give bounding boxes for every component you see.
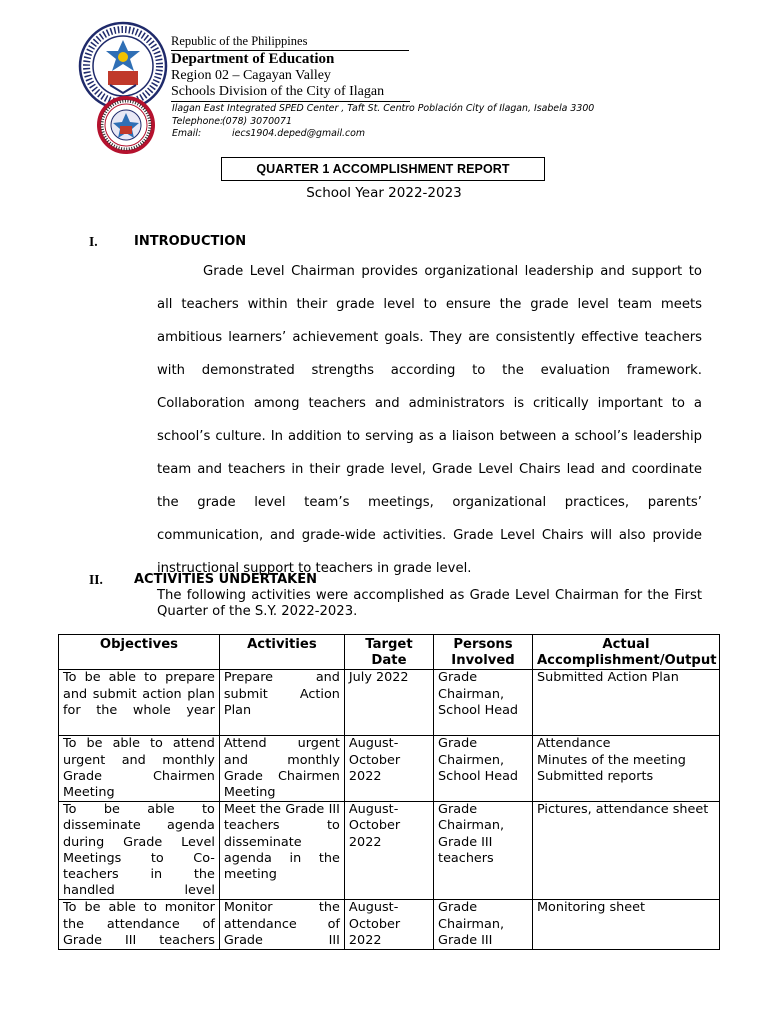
activities-table: [58, 634, 720, 950]
cell-target-date: August-October 2022: [344, 736, 433, 802]
activities-paragraph: The following activities were accomplished as Grade Level Chairman for the First Quarter of the S.Y. 2022-2023.: [157, 588, 702, 619]
output-line: Submitted reports: [536, 768, 654, 784]
header-target-date: Target Date: [344, 635, 433, 670]
table-row: [59, 900, 720, 950]
cell-activity: Attend urgent and monthly Grade Chairmen Meeting: [219, 736, 344, 802]
cell-objective: To be able to disseminate agenda during Grade Level Meetings to Co-teachers in the handled level: [59, 802, 220, 900]
telephone-value: (078) 3070071: [222, 116, 292, 127]
header-actual-output: Actual Accomplishment/Output: [532, 635, 719, 670]
republic-line: Republic of the Philippines: [171, 34, 308, 48]
email-label: Email:: [172, 128, 202, 139]
introduction-paragraph: Grade Level Chairman provides organizational leadership and support to all teachers within their grade level to ensure the grade level team meets ambitious learners’ achievement goals. They are consistently effective teachers with demonstrated strengths according to the evaluation framework. Collaboration among teachers and administrators is critically important to a school’s culture. In addition to serving as a liaison between a school’s leadership team and teachers in their grade level, Grade Level Chairs lead and coordinate the grade level team’s meetings, organizational practices, parents’ communication, and grade-wide activities. Grade Level Chairs will also provide instructional support to teachers in grade level.: [157, 264, 702, 576]
output-line: Minutes of the meeting: [536, 752, 686, 768]
table-row: [59, 802, 720, 900]
header-persons-involved: Persons Involved: [434, 635, 533, 670]
region-name: Region 02 – Cagayan Valley: [171, 68, 331, 83]
cell-persons: Grade Chairmen, School Head: [434, 736, 533, 802]
header-objectives: Objectives: [59, 635, 220, 670]
school-year: School Year 2022-2023: [306, 185, 462, 201]
report-title-box: [221, 157, 545, 181]
section-2-title: ACTIVITIES UNDERTAKEN: [134, 572, 317, 587]
output-line: Attendance: [536, 736, 611, 752]
report-title: QUARTER 1 ACCOMPLISHMENT REPORT: [256, 162, 510, 176]
header-activities: Activities: [219, 635, 344, 670]
cell-target-date: July 2022: [344, 670, 433, 736]
cell-objective: To be able to monitor the attendance of Grade III teachers: [59, 900, 220, 950]
cell-activity: Prepare and submit Action Plan: [219, 670, 344, 736]
cell-output: [532, 670, 719, 736]
table-row: [59, 736, 720, 802]
cell-activity: Monitor the attendance of Grade III: [219, 900, 344, 950]
cell-objective: To be able to prepare and submit action plan for the whole year: [59, 670, 220, 736]
output-line: Submitted Action Plan: [536, 670, 679, 686]
section-1-number: I.: [89, 234, 98, 249]
cell-persons: Grade Chairman, Grade III: [434, 900, 533, 950]
cell-output: [532, 802, 719, 900]
cell-persons: Grade Chairman, Grade III teachers: [434, 802, 533, 900]
telephone-label: Telephone:: [172, 116, 224, 127]
school-seal-logo: [97, 96, 155, 154]
email-value: iecs1904.deped@gmail.com: [232, 128, 366, 139]
section-1-title: INTRODUCTION: [134, 234, 247, 249]
division-name: Schools Division of the City of Ilagan: [171, 84, 385, 99]
school-address: Ilagan East Integrated SPED Center , Taft St. Centro Población City of Ilagan, Isabela 3300: [172, 103, 595, 114]
table-row: [59, 670, 720, 736]
table-header-row: [59, 635, 720, 670]
cell-activity: Meet the Grade III teachers to disseminate agenda in the meeting: [219, 802, 344, 900]
cell-output: [532, 736, 719, 802]
cell-target-date: August-October 2022: [344, 900, 433, 950]
section-2-number: II.: [89, 572, 103, 587]
cell-objective: To be able to attend urgent and monthly Grade Chairmen Meeting: [59, 736, 220, 802]
cell-target-date: August-October 2022: [344, 802, 433, 900]
division-underline: [171, 101, 410, 102]
output-line: Monitoring sheet: [536, 900, 646, 916]
department-name: Department of Education: [171, 51, 335, 67]
cell-output: [532, 900, 719, 950]
cell-persons: Grade Chairman, School Head: [434, 670, 533, 736]
output-line: Pictures, attendance sheet: [536, 802, 709, 818]
